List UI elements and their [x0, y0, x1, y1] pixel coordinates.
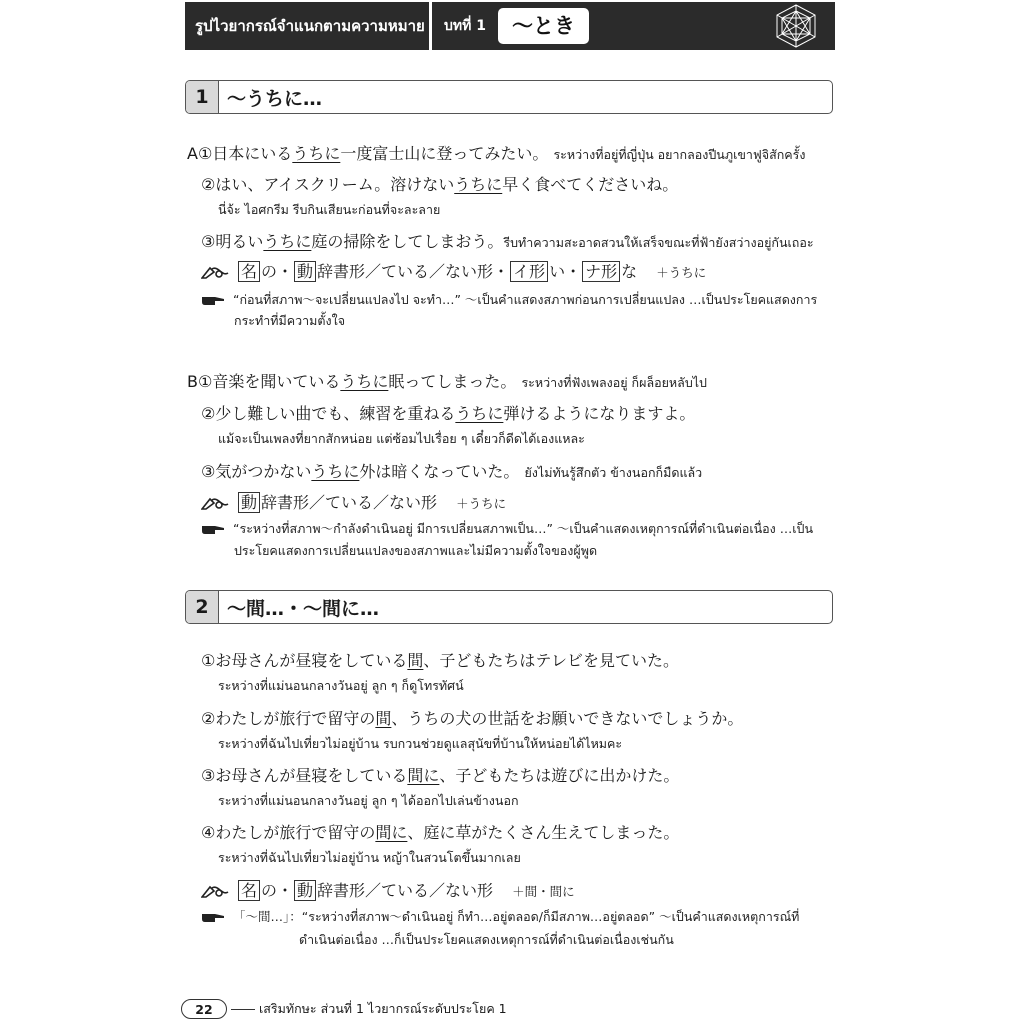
header-category: รูปไวยากรณ์จำแนกตามความหมาย: [185, 2, 432, 50]
form-2: 名 の・ 動 辞書形／ている／ない形 ＋間・間に: [201, 878, 575, 901]
header-lesson: บทที่ 1: [444, 18, 486, 34]
pencil-note-icon: [201, 885, 229, 899]
example-2-2: ②わたしが旅行で留守の間、うちの犬の世話をお願いできないでしょうか。: [201, 709, 744, 728]
translation-2-3: ระหว่างที่แม่นอนกลางวันอยู่ ลูก ๆ ได้ออกไปเล่นข้างนอก: [218, 793, 519, 808]
section-1-heading: [185, 80, 833, 114]
footer-text: เสริมทักษะ ส่วนที่ 1 ไวยากรณ์ระดับประโยค 1: [259, 1001, 507, 1016]
example-B3: ③気がつかないうちに外は暗くなっていた。 ยังไม่ทันรู้สึกตัว ข้างนอกก็มืดแล้ว: [201, 462, 703, 481]
explanation-A-cont: กระทำที่มีความตั้งใจ: [234, 313, 346, 328]
explanation-A: “ก่อนที่สภาพ〜จะเปลี่ยนแปลงไป จะทำ…” 〜เป็นคำแสดงสภาพก่อนการเปลี่ยนแปลง …เป็นประโยคแสดงการ: [201, 289, 817, 310]
translation: ยังไม่ทันรู้สึกตัว ข้างนอกก็มืดแล้ว: [524, 465, 703, 480]
translation-2-2: ระหว่างที่ฉันไปเที่ยวไม่อยู่บ้าน รบกวนช่วยดูแลสุนัขที่บ้านให้หน่อยได้ไหมคะ: [218, 736, 623, 751]
translation: ระหว่างที่ฟังเพลงอยู่ ก็ผล็อยหลับไป: [521, 375, 707, 390]
example-A3: ③明るいうちに庭の掃除をしてしまおう。รีบทำความสะอาดสวนให้เสร็จขณะที่ฟ้ายังสว่างอยู่กันเถอะ: [201, 232, 814, 251]
pencil-note-icon: [201, 497, 229, 511]
explanation-B: “ระหว่างที่สภาพ〜กำลังดำเนินอยู่ มีการเปลี่ยนสภาพเป็น…” 〜เป็นคำแสดงเหตุการณ์ที่ดำเนินต่อเนื่อง …เป็น: [201, 518, 813, 539]
example-2-4: ④わたしが旅行で留守の間に、庭に草がたくさん生えてしまった。: [201, 823, 680, 842]
section-title: 〜間…・〜間に…: [227, 597, 380, 620]
example-B2: ②少し難しい曲でも、練習を重ねるうちに弾けるようになりますよ。: [201, 404, 696, 423]
section-number: 2: [186, 591, 219, 623]
translation: ระหว่างที่อยู่ที่ญี่ปุ่น อยากลองปีนภูเขาฟูจิสักครั้ง: [553, 147, 806, 162]
explanation-2: 「〜間…」：“ระหว่างที่สภาพ〜ดำเนินอยู่ ก็ทำ…อยู่ตลอด/ก็มีสภาพ…อยู่ตลอด” 〜เป็นคำแสดงเหตุการณ์ที่: [201, 906, 799, 927]
example-2-1: ①お母さんが昼寝をしている間、子どもたちはテレビを見ていた。: [201, 651, 680, 670]
translation: รีบทำความสะอาดสวนให้เสร็จขณะที่ฟ้ายังสว่างอยู่กันเถอะ: [503, 235, 814, 250]
header-pattern: 〜とき: [498, 8, 589, 44]
pointing-hand-icon: [201, 523, 225, 535]
page-number: 22: [181, 999, 227, 1019]
explanation-B-cont: ประโยคแสดงการเปลี่ยนแปลงของสภาพและไม่มีความตั้งใจของผู้พูด: [234, 543, 598, 558]
form-B: 動 辞書形／ている／ない形 ＋うちに: [201, 490, 506, 513]
section-number: 1: [186, 81, 219, 113]
explanation-2-cont: ดำเนินต่อเนื่อง …ก็เป็นประโยคแสดงเหตุการณ์ที่ดำเนินต่อเนื่องเช่นกัน: [299, 932, 674, 947]
example-2-3: ③お母さんが昼寝をしている間に、子どもたちは遊びに出かけた。: [201, 766, 680, 785]
pointing-hand-icon: [201, 911, 225, 923]
pointing-hand-icon: [201, 294, 225, 306]
translation-B2: แม้จะเป็นเพลงที่ยากสักหน่อย แต่ซ้อมไปเรื่อย ๆ เดี๋ยวก็ดีดได้เองแหละ: [218, 431, 585, 446]
section-2-heading: [185, 590, 833, 624]
pencil-note-icon: [201, 266, 229, 280]
page-footer: [181, 999, 507, 1019]
example-A2: ②はい、アイスクリーム。溶けないうちに早く食べてくださいね。: [201, 175, 679, 194]
section-title: 〜うちに…: [227, 87, 323, 110]
translation-A2: นี่จ้ะ ไอศกรีม รีบกินเสียนะก่อนที่จะละลาย: [218, 202, 441, 217]
form-A: 名 の・ 動 辞書形／ている／ない形・ イ形 い・ ナ形 な ＋うちに: [201, 259, 706, 282]
translation-2-1: ระหว่างที่แม่นอนกลางวันอยู่ ลูก ๆ ก็ดูโทรทัศน์: [218, 678, 464, 693]
page-header: [185, 2, 835, 50]
asanoha-pattern-icon: [765, 4, 827, 48]
footer-divider: [231, 1009, 255, 1010]
translation-2-4: ระหว่างที่ฉันไปเที่ยวไม่อยู่บ้าน หญ้าในสวนโตขึ้นมากเลย: [218, 850, 521, 865]
example-B1: B①音楽を聞いているうちに眠ってしまった。 ระหว่างที่ฟังเพลงอยู่ ก็ผล็อยหลับไป: [187, 372, 707, 391]
example-A1: A①日本にいるうちに一度富士山に登ってみたい。 ระหว่างที่อยู่ที่ญี่ปุ่น อยากลองปีนภูเขาฟูจิสักครั้ง: [187, 144, 806, 163]
